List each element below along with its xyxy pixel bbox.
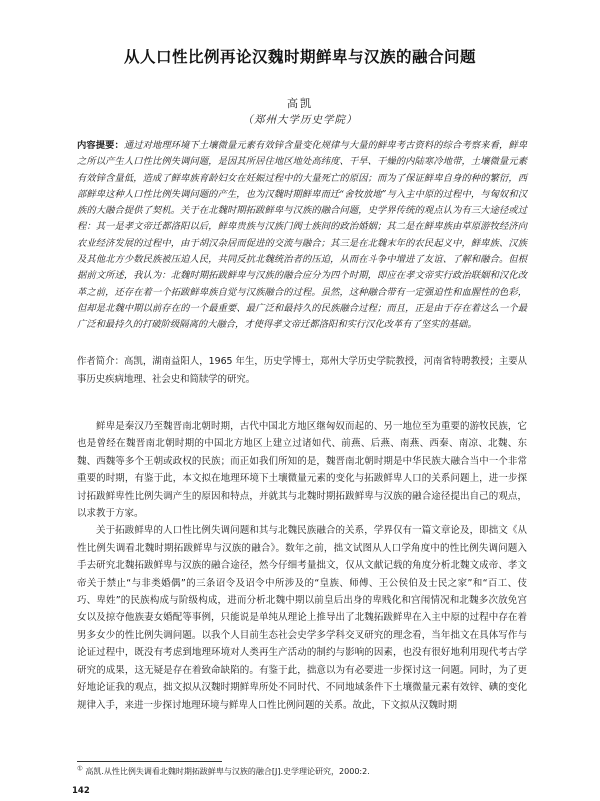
author-bio: 作者简介：高凯，湖南益阳人，1965 年生，历史学博士，郑州大学历史学院教授，河南省特聘教授；主要从事历史疾病地理、社会史和简牍学的研究。	[77, 356, 527, 385]
footnote-mark: ①	[77, 764, 83, 773]
abstract-label: 内容提要：	[77, 140, 124, 151]
abstract-text: 通过对地理环境下土壤微量元素有效锌含量变化规律与大量的鲜卑考古资料的综合考察来看，鲜卑之所以产生人口性比例失调问题，是因其所居住地区地处高纬度、干旱、干燥的内陆寒冷地带，土壤微量元素有效锌含量低，造成了鲜卑族育龄妇女在妊娠过程中的大量死亡的原因；而为了保证鲜卑自身的种的繁衍，西部鲜卑这种人口性比例失调问题的产生，也为汉魏时期鲜卑而迁“舍牧放地”与入主中原的过程中，与匈奴和汉族的大融合提供了契机。关于在北魏时期拓跋鲜卑与汉族的融合问题，史学界传统的观点认为有三大途径或过程：其一是孝文帝迁都洛阳以后，鲜卑贵族与汉族门阀士族间的政治婚姻；其二是在鲜卑族由草原游牧经济向农业经济发展的过程中，由于胡汉杂居而促进的交流与融合；其三是在北魏末年的农民起义中，鲜卑族、汉族及其他北方少数民族被压迫人民，共同反抗北魏统治者的压迫，从而在斗争中增进了友谊、了解和融合。但根据前文所述，我认为：北魏时期拓跋鲜卑与汉族的融合应分为四个时期，即应在孝文帝实行政治联姻和汉化改革之前，还存在着一个拓跋鲜卑族自觉与汉族融合的过程。虽然，这种融合带有一定强迫性和血腥性的色彩，但却是北魏中期以前存在的一个最重要、最广泛和最持久的民族融合过程；而且，正是由于存在着这么一个最广泛和最持久的打破阶级隔离的大融合，才使得孝文帝迁都洛阳和实行汉化改革有了坚实的基础。	[77, 140, 527, 331]
footnote	[77, 766, 537, 778]
body-text	[77, 418, 527, 714]
footnote-text: 高凯.从性比例失调看北魏时期拓跋鲜卑与汉族的融合[J].史学理论研究，2000:2.	[85, 767, 370, 776]
author-name: 高凯	[287, 97, 313, 110]
footnote-rule	[77, 761, 222, 762]
article-title: 从人口性比例再论汉魏时期鲜卑与汉族的融合问题	[123, 48, 476, 66]
body-paragraph-text: 关于拓跋鲜卑的人口性比例失调问题和其与北魏民族融合的关系，学界仅有一篇文章论及，即拙文《从性比例失调看北魏时期拓跋鲜卑与汉族的融合》。数年之前，拙文试图从人口学角度中的性比例失调问题入手去研究北魏拓跋鲜卑与汉族的融合途径，然今仔细考量拙文，仅从文献记载的角度分析北魏文成帝、孝文帝关于禁止“与非类婚偶”的三条诏令及诏令中所涉及的“皇族、师傅、王公侯伯及士民之家”和“百工、伎巧、卑姓”的民族构成与阶级构成，进而分析北魏中期以前皇后出身的卑贱化和宫闱情况和北魏多次放免宫女以及掠夺他族妻女婚配等事例，只能说是单纯从理论上推导出了北魏拓跋鲜卑在入主中原的过程中存在着男多女少的性比例失调问题。以我个人目前生态社会史学多学科交叉研究的理念看，当年拙文在具体写作与论证过程中，既没有考虑到地理环境对人类再生产活动的制约与影响的因素，也没有很好地利用现代考古学研究的成果，这无疑是存在着致命缺陷的。有鉴于此，拙意以为有必要进一步探讨这一问题。同时，为了更好地论证我的观点，拙文拟从汉魏时期鲜卑所处不同时代、不同地域条件下土壤微量元素有效锌、碘的变化规律入手，来进一步探讨地理环境与鲜卑人口性比例问题的关系。故此，下文拟从汉魏时期	[77, 525, 527, 711]
abstract	[77, 138, 527, 334]
page-number: 142	[72, 786, 90, 796]
author-affiliation: （郑州大学历史学院）	[242, 114, 358, 126]
body-paragraph: 鲜卑是秦汉乃至魏晋南北朝时期，古代中国北方地区继匈奴而起的、另一地位至为重要的游牧民族，它也是曾经在魏晋南北朝时期的中国北方地区上建立过诸如代、前燕、后燕、南燕、西秦、南凉、北魏、东魏、西魏等多个王朝或政权的民族；而正如我们所知的是，魏晋南北朝时期是中华民族大融合当中一个非常重要的时期，有鉴于此，本文拟在地理环境下土壤微量元素的变化与拓跋鲜卑人口的关系问题上，进一步探讨拓跋鲜卑性比例失调产生的原因和特点，并就其与北魏时期拓跋鲜卑与汉族的融合途径提出自己的观点，以求教于方家。	[77, 421, 527, 520]
body-paragraph	[77, 522, 527, 713]
